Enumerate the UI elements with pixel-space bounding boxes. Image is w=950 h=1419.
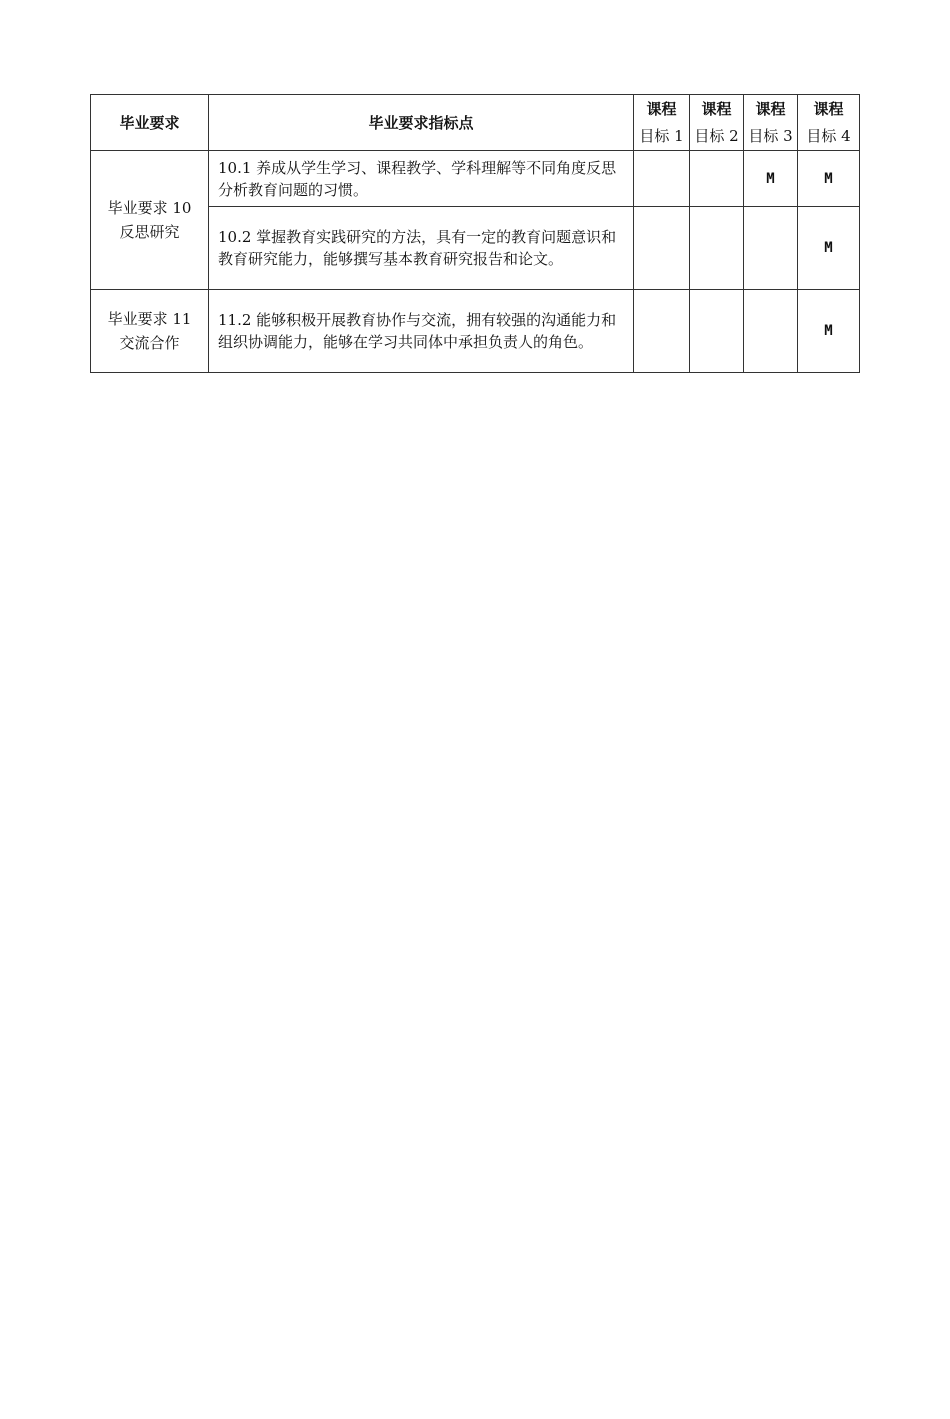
header-goal-4-bottom: 目标 4 [806, 126, 851, 145]
requirement-11-number: 毕业要求 11 [107, 310, 192, 328]
header-goal-1-bottom: 目标 1 [639, 126, 684, 145]
requirement-10-title: 反思研究 [119, 223, 180, 241]
graduation-requirements-table [90, 94, 860, 373]
table-row [91, 151, 860, 207]
header-goal-4-top: 课程 [813, 99, 844, 118]
requirement-11-cell [91, 290, 209, 373]
mark-11-2-goal-4: M [798, 290, 860, 373]
mark-10-1-goal-3: M [744, 151, 798, 207]
header-goal-4 [798, 95, 860, 151]
mark-10-2-goal-3 [744, 207, 798, 290]
header-goal-3-bottom: 目标 3 [748, 126, 793, 145]
indicator-10-1: 10.1 养成从学生学习、课程教学、学科理解等不同角度反思分析教育问题的习惯。 [209, 151, 634, 207]
header-goal-2-top: 课程 [701, 99, 732, 118]
mark-10-2-goal-4: M [798, 207, 860, 290]
header-goal-1-top: 课程 [646, 99, 677, 118]
header-goal-3 [744, 95, 798, 151]
mark-10-1-goal-2 [690, 151, 744, 207]
mark-10-1-goal-4: M [798, 151, 860, 207]
indicator-10-2: 10.2 掌握教育实践研究的方法，具有一定的教育问题意识和教育研究能力，能够撰写基本教育研究报告和论文。 [209, 207, 634, 290]
mark-11-2-goal-2 [690, 290, 744, 373]
header-row [91, 95, 860, 151]
table-row [91, 290, 860, 373]
mark-11-2-goal-1 [634, 290, 690, 373]
header-goal-1 [634, 95, 690, 151]
header-requirement: 毕业要求 [91, 95, 209, 151]
mark-11-2-goal-3 [744, 290, 798, 373]
header-indicator: 毕业要求指标点 [209, 95, 634, 151]
mark-10-2-goal-2 [690, 207, 744, 290]
requirement-10-cell [91, 151, 209, 290]
indicator-11-2: 11.2 能够积极开展教育协作与交流，拥有较强的沟通能力和组织协调能力，能够在学习共同体中承担负责人的角色。 [209, 290, 634, 373]
header-goal-2 [690, 95, 744, 151]
header-goal-2-bottom: 目标 2 [694, 126, 739, 145]
requirement-10-number: 毕业要求 10 [107, 199, 192, 217]
requirement-11-title: 交流合作 [119, 334, 180, 352]
header-goal-3-top: 课程 [755, 99, 786, 118]
mark-10-2-goal-1 [634, 207, 690, 290]
mark-10-1-goal-1 [634, 151, 690, 207]
